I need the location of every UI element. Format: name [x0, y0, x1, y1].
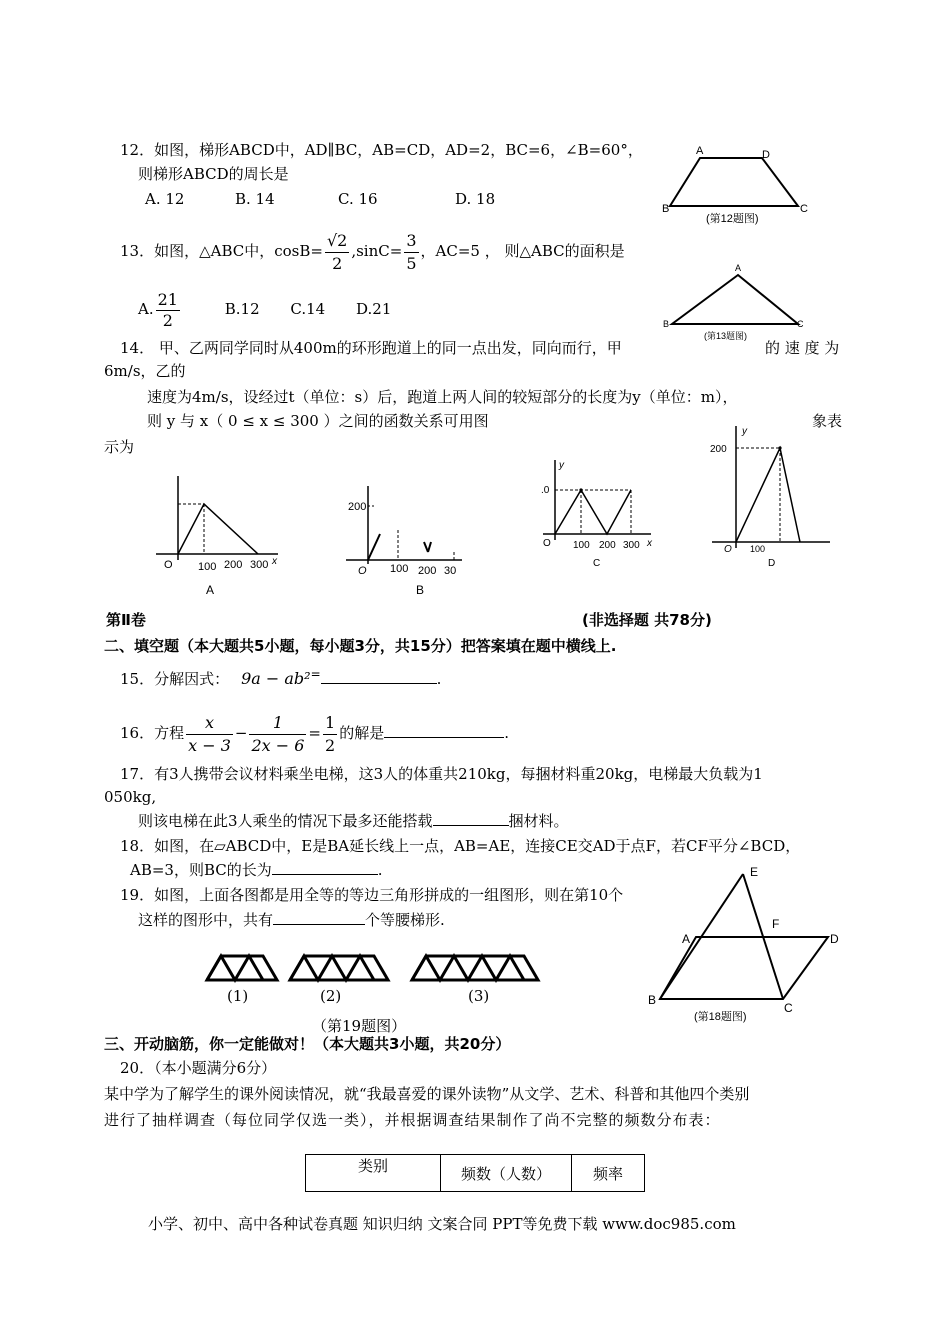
q19-line2-post: 个等腰梯形. — [365, 911, 445, 929]
q13-option-a-num: 21 — [157, 289, 178, 309]
q12-stem-line2: 则梯形ABCD的周长是 — [138, 165, 289, 183]
section2-title: 第Ⅱ卷 — [106, 611, 146, 629]
q19-label-1: (1) — [227, 987, 249, 1005]
q13-triangle-figure — [660, 260, 820, 345]
q18-label-f: F — [772, 917, 780, 931]
q15-equals: = — [310, 667, 321, 681]
section2-right: (非选择题 共78分) — [582, 611, 712, 629]
q14-c-tick-200: 200 — [599, 540, 616, 551]
q12-option-d: D. 18 — [455, 190, 496, 208]
q13-cos-fraction — [325, 230, 349, 275]
section2-heading: 二、填空题（本大题共5小题，每小题3分，共15分）把答案填在题中横线上. — [104, 637, 617, 655]
table-header-category: 类别 — [306, 1155, 441, 1192]
q14-c-tick-100: 100 — [573, 540, 590, 551]
q15-answer-blank[interactable] — [321, 669, 437, 684]
table-row — [306, 1155, 645, 1192]
q12-label-c: C — [800, 203, 808, 215]
q14-graph-a — [150, 470, 290, 600]
q14-b-tick-100: 100 — [390, 563, 409, 575]
q18-parallelogram-figure — [648, 864, 848, 1024]
q13-suffix: ，AC=5 ， 则△ABC的面积是 — [420, 242, 625, 260]
q14-b-origin: O — [358, 565, 367, 577]
q13-caption: (第13题图) — [704, 331, 748, 341]
q14-a-x-axis: x — [272, 556, 277, 567]
q14-d-tick-100: 100 — [750, 544, 766, 554]
q12-caption: (第12题图) — [706, 213, 759, 225]
q17-line2: 050kg, — [104, 788, 157, 806]
q17-line3-post: 捆材料。 — [508, 812, 569, 830]
q15-prefix: 15．分解因式： — [120, 670, 230, 688]
q14-d-origin: O — [724, 544, 732, 555]
q14-line5: 示为 — [104, 438, 135, 456]
q16-f2-den: 2x − 6 — [251, 735, 305, 755]
q14-graph-c — [535, 458, 665, 568]
q14-d-label: D — [768, 558, 776, 569]
q14-a-origin: O — [164, 559, 173, 571]
q12-label-d: D — [762, 149, 770, 161]
q16-fraction-1 — [186, 712, 233, 757]
q16-fraction-3 — [323, 712, 337, 757]
q18-caption: (第18题图) — [694, 1011, 747, 1023]
q16-f3-num: 1 — [325, 712, 336, 732]
q14-b-tick-200: 200 — [418, 565, 437, 577]
q18-label-b: B — [648, 993, 657, 1007]
q14-b-y-tick: 200 — [348, 501, 367, 513]
q14-a-tick-300: 300 — [250, 559, 269, 571]
q13-option-a-den: 2 — [156, 310, 180, 331]
q14-c-x-axis: x — [647, 538, 652, 549]
q20-line2: 进行了抽样调查（每位同学仅选一类），并根据调查结果制作了尚不完整的频数分布表： — [104, 1111, 721, 1129]
q13-mid: ,sinC= — [351, 242, 403, 260]
q17-answer-blank[interactable] — [433, 811, 509, 826]
q19-label-2: (2) — [320, 987, 342, 1005]
q18-line1: 18．如图，在▱ABCD中，E是BA延长线上一点，AB=AE，连接CE交AD于点F，若CF平分∠BCD， — [120, 837, 801, 855]
q14-line2: 6m/s，乙的 — [104, 362, 186, 380]
q13-option-a-fraction — [156, 290, 180, 331]
q13-sin-num: 3 — [406, 230, 417, 250]
table-header-frequency: 频数（人数） — [441, 1155, 572, 1192]
q12-option-c: C. 16 — [338, 190, 378, 208]
q16-prefix: 16．方程 — [120, 724, 185, 742]
q15-end: . — [436, 670, 442, 688]
q14-line4: 则 y 与 x（ 0 ≤ x ≤ 300 ）之间的函数关系可用图 — [147, 412, 489, 430]
q14-d-y-axis: y — [742, 426, 747, 437]
q18-line2-pre: AB=3，则BC的长为 — [130, 861, 272, 879]
q15-expression: 9a − ab² — [241, 669, 311, 688]
q16 — [120, 708, 509, 758]
q14-b-tick-300: 30 — [444, 565, 457, 577]
q19-answer-blank[interactable] — [273, 910, 365, 925]
q13-sin-den: 5 — [406, 253, 417, 273]
q20-frequency-table — [305, 1154, 645, 1192]
q13-prefix: 13．如图，△ABC中，cosB= — [120, 242, 323, 260]
q14-a-tick-200: 200 — [224, 559, 243, 571]
table-header-rate: 频率 — [572, 1155, 645, 1192]
footer-text: 小学、初中、高中各种试卷真题 知识归纳 文案合同 PPT等免费下载 www.doc985.com — [148, 1215, 736, 1233]
q14-c-label: C — [593, 558, 601, 569]
q13-label-b: B — [663, 319, 670, 329]
q12-label-b: B — [662, 203, 670, 215]
q13-option-b: B.12 — [224, 300, 260, 318]
q16-f1-den: x − 3 — [188, 735, 231, 755]
q16-end: . — [504, 724, 509, 742]
q16-f1-num: x — [204, 712, 214, 732]
q16-equals: = — [308, 724, 321, 742]
q17-line3-pre: 则该电梯在此3人乘坐的情况下最多还能搭载 — [138, 812, 433, 830]
q20-title: 20．（本小题满分6分） — [120, 1059, 277, 1077]
q16-fraction-2 — [249, 712, 306, 757]
q13-sin-fraction — [404, 230, 418, 275]
q19-caption: （第19题图） — [312, 1017, 407, 1035]
q16-suffix: 的解是 — [339, 724, 385, 742]
q14-d-y-tick: 200 — [710, 444, 727, 455]
q12-stem: 12．如图，梯形ABCD中，AD∥BC，AB=CD，AD=2，BC=6，∠B=60°， — [120, 141, 643, 159]
q12-label-a: A — [696, 145, 704, 157]
q12-option-b: B. 14 — [235, 190, 275, 208]
q13-cos-den: 2 — [325, 252, 349, 275]
q16-minus: − — [234, 724, 248, 742]
q14-graph-b — [340, 486, 470, 600]
q14-c-tick-300: 300 — [623, 540, 640, 551]
q13-label-a: A — [735, 263, 742, 273]
q14-line1-tail: 的 速 度 为 — [765, 339, 840, 357]
q20-line1: 某中学为了解学生的课外阅读情况，就“我最喜爱的课外读物”从文学、艺术、科普和其他四个类别 — [104, 1085, 750, 1103]
q13-option-a-prefix: A. — [138, 300, 154, 318]
q19-line2 — [138, 910, 445, 930]
q14-c-y-axis: y — [559, 460, 564, 471]
q19-figure-1 — [205, 952, 275, 984]
q12-trapezoid-figure — [660, 140, 820, 230]
section3-heading: 三、开动脑筋，你一定能做对！（本大题共3小题，共20分） — [104, 1035, 511, 1053]
q16-f2-num: 1 — [272, 712, 284, 732]
q13-label-c: C — [797, 319, 804, 329]
q15 — [120, 660, 441, 693]
q14-c-y-tick: .0 — [541, 485, 550, 496]
q14-a-tick-100: 100 — [198, 561, 217, 573]
q14-line4-tail: 象表 — [812, 412, 843, 430]
q14-a-label: A — [206, 583, 215, 597]
q19-label-3: (3) — [468, 987, 490, 1005]
q12-option-a: A. 12 — [145, 190, 185, 208]
q13-option-d: D.21 — [356, 300, 392, 318]
q17-line1: 17．有3人携带会议材料乘坐电梯，这3人的体重共210kg，每捆材料重20kg，电梯最大负载为1 — [120, 765, 763, 783]
q14-b-label: B — [416, 583, 425, 597]
q17-line3 — [138, 811, 569, 831]
q16-f3-den: 2 — [325, 735, 336, 755]
q13-options — [138, 286, 391, 332]
q13-cos-num: √2 — [326, 230, 348, 250]
q19-figure-2 — [288, 952, 388, 984]
q19-line1: 19．如图，上面各图都是用全等的等边三角形拼成的一组图形，则在第10个 — [120, 886, 624, 904]
q16-answer-blank[interactable] — [384, 723, 504, 738]
q19-line2-pre: 这样的图形中，共有 — [138, 911, 274, 929]
q19-figure-3 — [410, 952, 540, 984]
q14-c-origin: O — [543, 538, 551, 549]
q14-line1: 14． 甲、乙两同学同时从400m的环形跑道上的同一点出发，同向而行，甲 — [120, 339, 622, 357]
q18-label-e: E — [750, 865, 759, 879]
q14-graph-d — [700, 424, 840, 569]
q18-label-d: D — [830, 932, 839, 946]
q13-stem — [120, 226, 625, 276]
q18-line2-end: . — [377, 861, 383, 879]
q18-label-c: C — [784, 1001, 793, 1015]
q14-line3: 速度为4m/s，设经过t（单位：s）后，跑道上两人间的较短部分的长度为y（单位：m）， — [147, 388, 738, 406]
q18-label-a: A — [682, 932, 691, 946]
q18-answer-blank[interactable] — [272, 860, 378, 875]
q13-option-c: C.14 — [290, 300, 326, 318]
q18-line2 — [130, 860, 383, 880]
